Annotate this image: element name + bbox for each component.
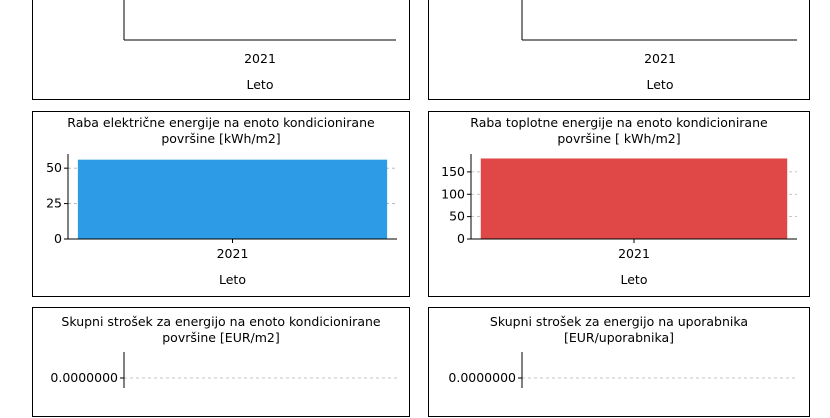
x-tick-label: 2021 bbox=[216, 246, 249, 261]
y-tick-label: 50 bbox=[449, 208, 465, 224]
bar-2021 bbox=[481, 158, 787, 239]
chart-title-line-2: površine [kWh/m2] bbox=[161, 131, 281, 146]
x-axis-label: Leto bbox=[620, 272, 648, 287]
chart-svg-top-right bbox=[429, 0, 811, 101]
chart-panel-top-left bbox=[32, 0, 410, 100]
x-tick-label: 2021 bbox=[244, 51, 276, 66]
y-tick-label: 0 bbox=[54, 231, 62, 246]
chart-title bbox=[429, 115, 809, 147]
chart-title-line-1: Skupni strošek za energijo na enoto kondicionirane bbox=[61, 314, 381, 329]
chart-title-line-2: [EUR/uporabnika] bbox=[563, 330, 674, 345]
y-tick-label: 25 bbox=[46, 195, 62, 211]
y-tick-label: 50 bbox=[46, 160, 62, 176]
chart-panel-electricity bbox=[32, 111, 410, 297]
y-tick-label: 0.0000000 bbox=[448, 370, 516, 385]
chart-svg-top-left bbox=[33, 0, 411, 101]
chart-title-line-1: Raba toplotne energije na enoto kondicionirane bbox=[470, 115, 768, 130]
chart-panel-heat bbox=[428, 111, 810, 297]
chart-title bbox=[33, 115, 409, 147]
chart-panel-cost-user bbox=[428, 307, 810, 417]
chart-title bbox=[429, 314, 809, 346]
bar-2021 bbox=[78, 160, 387, 239]
chart-title-line-2: površine [EUR/m2] bbox=[162, 330, 280, 345]
chart-panel-cost-area bbox=[32, 307, 410, 417]
chart-title-line-2: površine [ kWh/m2] bbox=[557, 131, 681, 146]
x-axis-label: Leto bbox=[219, 272, 246, 287]
chart-panel-top-right bbox=[428, 0, 810, 100]
y-tick-label: 100 bbox=[441, 186, 465, 202]
chart-title bbox=[33, 314, 409, 346]
y-tick-label: 150 bbox=[441, 163, 465, 179]
y-tick-label: 0 bbox=[457, 231, 465, 246]
x-axis-label: Leto bbox=[646, 77, 674, 92]
x-tick-label: 2021 bbox=[644, 51, 676, 66]
x-axis-label: Leto bbox=[246, 77, 274, 92]
chart-title-line-1: Skupni strošek za energijo na uporabnika bbox=[489, 314, 749, 329]
y-tick-label: 0.0000000 bbox=[50, 370, 118, 385]
chart-title-line-1: Raba električne energije na enoto kondicionirane bbox=[67, 115, 375, 130]
x-tick-label: 2021 bbox=[618, 246, 650, 261]
